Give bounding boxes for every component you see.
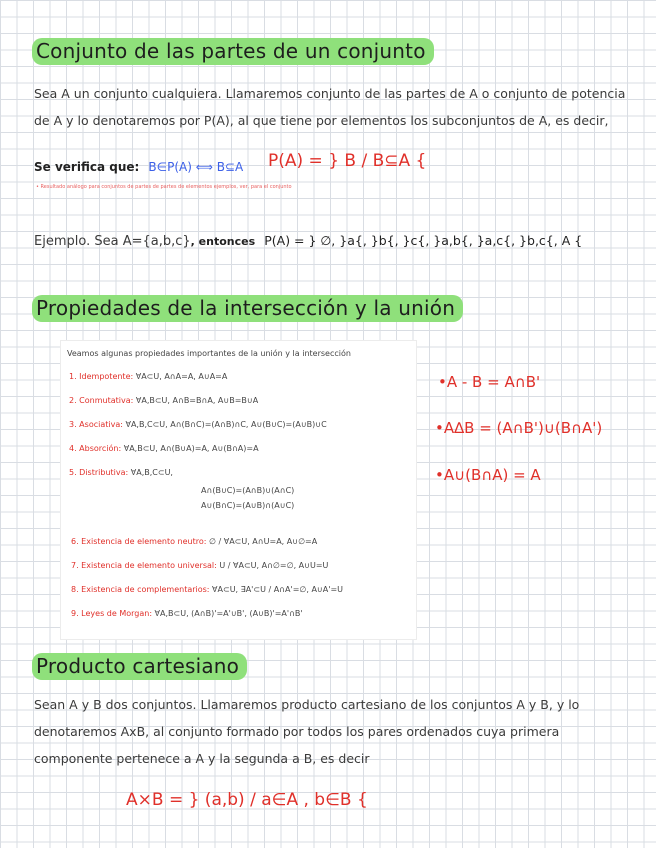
verifica-row xyxy=(34,156,243,175)
distributiva-line: A∪(B∩C)=(A∪B)∩(A∪C) xyxy=(201,501,295,510)
property-label: 7. Existencia de elemento universal: xyxy=(71,561,217,570)
property-item xyxy=(69,468,173,478)
property-text: ∅ / ∀A⊂U, A∩U=A, A∪∅=A xyxy=(206,537,318,546)
note-absorcion: •A∪(B∩A) = A xyxy=(435,466,541,484)
verifica-formula: B∈P(A) ⟺ B⊆A xyxy=(148,160,244,174)
section-title-producto: Producto cartesiano xyxy=(32,653,247,680)
paragraph-producto xyxy=(34,691,649,772)
property-text: ∀A⊂U, ∃A'⊂U / A∩A'=∅, A∪A'=U xyxy=(209,585,344,594)
paragraph-partes xyxy=(34,80,649,134)
small-note: • Resultado análogo para conjuntos de partes de partes de elementos ejemplos, ver, para el conjunto xyxy=(36,184,292,190)
property-label: 1. Idempotente: xyxy=(69,372,134,381)
ejemplo-row xyxy=(34,230,582,249)
paragraph-line: de A y lo denotaremos por P(A), al que tiene por elementos los subconjuntos de A, es decir, xyxy=(34,113,609,128)
property-label: 5. Distributiva: xyxy=(69,468,129,477)
ejemplo-prefix: Ejemplo. Sea A={a,b,c} xyxy=(34,234,191,249)
property-text: ∀A,B⊂U, (A∩B)'=A'∪B', (A∪B)'=A'∩B' xyxy=(152,609,303,618)
distributiva-line: A∩(B∪C)=(A∩B)∪(A∩C) xyxy=(201,486,295,495)
property-text: U / ∀A⊂U, A∩∅=∅, A∪U=U xyxy=(216,561,329,570)
property-text: ∀A,B⊂U, A∩(B∪A)=A, A∪(B∩A)=A xyxy=(121,444,259,453)
property-label: 9. Leyes de Morgan: xyxy=(71,609,153,618)
property-label: 8. Existencia de complementarios: xyxy=(71,585,210,594)
property-text: ∀A,B⊂U, A∩B=B∩A, A∪B=B∪A xyxy=(133,396,259,405)
property-text: ∀A,B,C⊂U, xyxy=(128,468,173,477)
property-item xyxy=(71,537,317,547)
paragraph-line: denotaremos AxB, al conjunto formado por todos los pares ordenados cuya primera xyxy=(34,724,560,739)
property-item xyxy=(69,420,327,430)
property-item xyxy=(71,609,303,619)
properties-intro: Veamos algunas propiedades importantes de la unión y la intersección xyxy=(67,349,351,358)
paragraph-line: componente pertenece a A y la segunda a B, es decir xyxy=(34,751,370,766)
property-item xyxy=(71,585,343,595)
note-diferencia-simetrica: •A∆B = (A∩B')∪(B∩A') xyxy=(435,419,603,437)
paragraph-line: Sea A un conjunto cualquiera. Llamaremos conjunto de las partes de A o conjunto de potencia xyxy=(34,86,626,101)
properties-image xyxy=(60,340,417,640)
ejemplo-result: P(A) = } ∅, }a{, }b{, }c{, }a,b{, }a,c{, }b,c{, A { xyxy=(264,233,583,248)
property-item xyxy=(69,372,227,382)
section-title-partes: Conjunto de las partes de un conjunto xyxy=(32,38,434,65)
property-label: 2. Conmutativa: xyxy=(69,396,134,405)
partes-definition: P(A) = } B / B⊆A { xyxy=(268,151,427,171)
property-label: 4. Absorción: xyxy=(69,444,122,453)
producto-formula: A×B = } (a,b) / a∈A , b∈B { xyxy=(126,790,368,810)
property-item xyxy=(69,444,259,454)
property-item xyxy=(71,561,328,571)
verifica-label: Se verifica que: xyxy=(34,160,140,174)
ejemplo-entonces: , entonces xyxy=(190,235,256,248)
section-title-propiedades: Propiedades de la intersección y la unión xyxy=(32,295,463,322)
property-label: 6. Existencia de elemento neutro: xyxy=(71,537,207,546)
property-item xyxy=(69,396,258,406)
property-text: ∀A,B,C⊂U, A∩(B∩C)=(A∩B)∩C, A∪(B∪C)=(A∪B)∪C xyxy=(122,420,327,429)
note-diferencia: •A - B = A∩B' xyxy=(438,373,541,391)
property-text: ∀A⊂U, A∩A=A, A∪A=A xyxy=(133,372,228,381)
property-label: 3. Asociativa: xyxy=(69,420,123,429)
paragraph-line: Sean A y B dos conjuntos. Llamaremos producto cartesiano de los conjuntos A y B, y lo xyxy=(34,697,580,712)
